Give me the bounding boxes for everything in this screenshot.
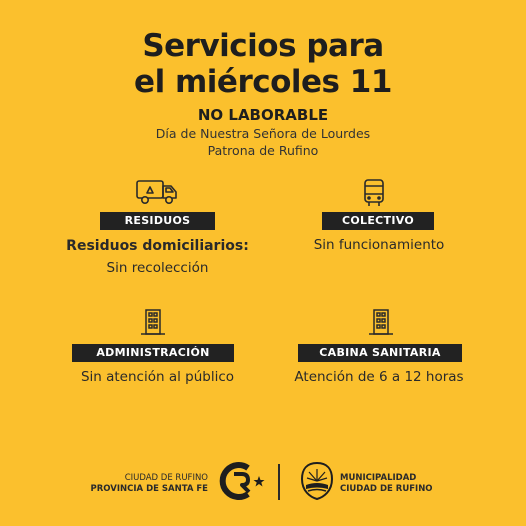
bus-icon [362,178,386,208]
residuos-status: Sin recolección [106,260,209,276]
holiday-name: Día de Nuestra Señora de Lourdes [155,126,371,141]
residuos-label: RESIDUOS [100,212,215,230]
colectivo-label: COLECTIVO [322,212,434,230]
city-logo-icon [218,460,266,502]
residuos-title: Residuos domiciliarios: [66,238,249,254]
page-title [0,28,526,100]
colectivo-status: Sin funcionamiento [313,237,445,253]
city-name: CIUDAD DE RUFINO [124,473,208,483]
administracion-label: ADMINISTRACIÓN [72,344,234,362]
no-laborable-heading: NO LABORABLE [197,106,329,124]
municipality-name: MUNICIPALIDAD [340,473,417,483]
title-line-2: el miércoles 11 [134,64,392,100]
city-province-text [90,473,208,495]
province-name: PROVINCIA DE SANTA FE [90,484,208,494]
municipality-text [340,473,433,495]
garbage-truck-icon [135,178,179,206]
cabina-sanitaria-status: Atención de 6 a 12 horas [294,369,464,385]
building-icon [140,308,166,336]
building-icon [368,308,394,336]
municipality-city: CIUDAD DE RUFINO [340,484,433,494]
municipal-seal-icon [300,461,334,501]
holiday-patron: Patrona de Rufino [207,143,319,158]
administracion-status: Sin atención al público [80,369,235,385]
title-line-1: Servicios para [142,28,384,64]
cabina-sanitaria-label: CABINA SANITARIA [298,344,462,362]
footer-divider [278,464,280,500]
